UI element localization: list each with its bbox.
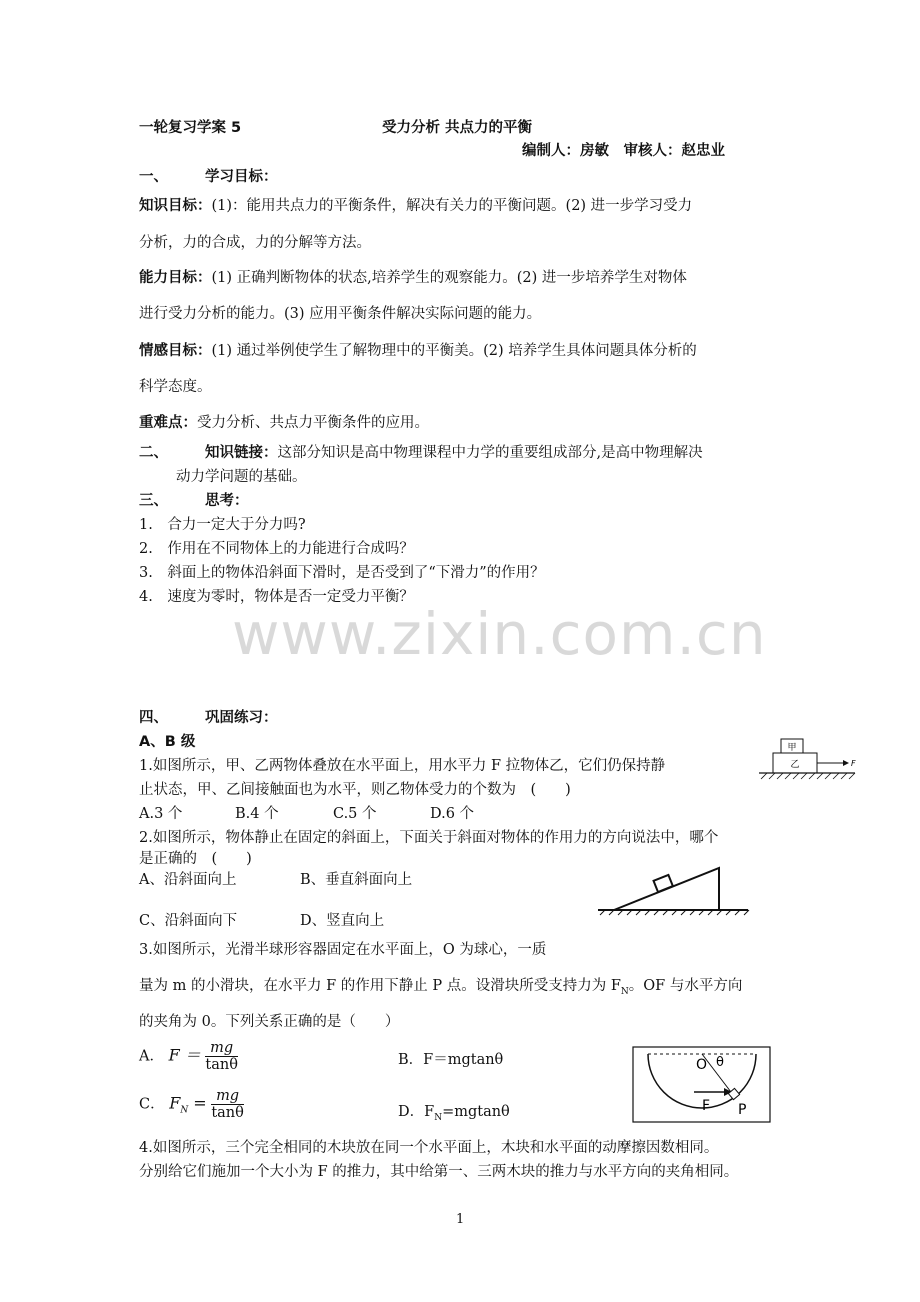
q1-line2: 止状态，甲、乙间接触面也为水平，则乙物体受力的个数为 ( ) (139, 782, 571, 798)
section2-line2: 动力学问题的基础。 (176, 469, 307, 485)
q2-option-b: B、垂直斜面向上 (300, 872, 413, 888)
section2-label: 二、 (139, 445, 168, 461)
section2-title: 知识链接： (205, 445, 278, 461)
think-item-2: 2. 作用在不同物体上的力能进行合成吗？ (139, 541, 414, 557)
key-points: 重难点：受力分析、共点力平衡条件的应用。 (139, 415, 429, 431)
q4-line2: 分别给它们施加一个大小为 F 的推力，其中给第一、三两木块的推力与水平方向的夹角相同。 (139, 1164, 739, 1180)
knowledge-goal-label: 知识目标： (139, 198, 212, 214)
section1-label: 一、 (139, 169, 168, 185)
knowledge-goal-line2: 分析，力的合成，力的分解等方法。 (139, 235, 371, 251)
section1-title: 学习目标： (205, 169, 278, 185)
q3-option-c: C． $F_N$ = $\frac{mg}{\tan\theta}$ (139, 1088, 244, 1121)
q2-option-a: A、沿斜面向上 (139, 872, 237, 888)
q3-option-b: B．F＝mgtanθ (398, 1052, 504, 1068)
level-label: A、B 级 (139, 734, 196, 750)
q3-option-c-fraction: $\frac{mg}{\tan\theta}$ (211, 1088, 244, 1121)
q2-line2: 是正确的 ( ) (139, 851, 252, 867)
q3-option-a: A． F ＝ $\frac{mg}{\tan\theta}$ (139, 1040, 238, 1073)
think-item-3: 3. 斜面上的物体沿斜面下滑时，是否受到了“下滑力”的作用？ (139, 565, 545, 581)
section3-label: 三、 (139, 493, 168, 509)
q1-block-bottom-label: 乙 (790, 760, 800, 770)
q1-option-a: A.3 个 (139, 806, 183, 822)
emotion-goal-line1: 情感目标：(1) 通过举例使学生了解物理中的平衡美。(2) 培养学生具体问题具体分析的 (139, 343, 697, 359)
q3-angle-label: θ (716, 1055, 724, 1070)
q1-option-c: C.5 个 (333, 806, 377, 822)
q4-line1: 4.如图所示，三个完全相同的木块放在同一个水平面上，木块和水平面的动摩擦因数相同。 (139, 1140, 719, 1156)
q3-figure (632, 1046, 772, 1124)
ability-goal-line2: 进行受力分析的能力。(3) 应用平衡条件解决实际问题的能力。 (139, 306, 542, 322)
q1-force-label: F (851, 759, 856, 768)
q3-line3: 的夹角为 0。下列关系正确的是（ ） (139, 1014, 400, 1030)
watermark: www.zixin.com.cn (232, 600, 767, 668)
q1-block-top-label: 甲 (787, 743, 797, 753)
q2-option-c: C、沿斜面向下 (139, 913, 238, 929)
ability-goal-line1: 能力目标：(1) 正确判断物体的状态,培养学生的观察能力。(2) 进一步培养学生对物体 (139, 270, 687, 286)
think-item-4: 4. 速度为零时，物体是否一定受力平衡？ (139, 589, 414, 605)
q1-figure (755, 735, 860, 787)
q3-center-label: O (696, 1057, 708, 1073)
q2-line1: 2.如图所示，物体静止在固定的斜面上，下面关于斜面对物体的作用力的方向说法中，哪个 (139, 830, 719, 846)
knowledge-goal-line1: 知识目标：(1)：能用共点力的平衡条件，解决有关力的平衡问题。(2) 进一步学习受力 (139, 198, 693, 214)
emotion-goal-label: 情感目标： (139, 343, 212, 359)
q1-option-d: D.6 个 (430, 806, 475, 822)
think-item-1: 1. 合力一定大于分力吗? (139, 517, 306, 533)
q3-force-label: F (702, 1098, 711, 1114)
section4-label: 四、 (139, 710, 168, 726)
q3-point-label: P (738, 1102, 747, 1118)
q2-option-d: D、竖直向上 (300, 913, 385, 929)
q1-ground-hatch (761, 773, 855, 779)
q3-option-d: D．$F_N=mgtan\theta$ (398, 1104, 510, 1123)
q2-figure (596, 858, 752, 916)
q3-line1: 3.如图所示，光滑半球形容器固定在水平面上，O 为球心，一质 (139, 942, 547, 958)
header-title-center: 受力分析 共点力的平衡 (382, 120, 533, 136)
emotion-goal-line2: 科学态度。 (139, 379, 212, 395)
q1-option-b: B.4 个 (235, 806, 279, 822)
ability-goal-label: 能力目标： (139, 270, 212, 286)
q3-option-a-fraction: $\frac{mg}{\tan\theta}$ (205, 1040, 238, 1073)
key-points-label: 重难点： (139, 415, 197, 431)
editor-line: 编制人：房敏 审核人：赵忠业 (522, 143, 725, 159)
q1-line1: 1.如图所示，甲、乙两物体叠放在水平面上，用水平力 F 拉物体乙，它们仍保持静 (139, 758, 666, 774)
section2-line1: 知识链接：这部分知识是高中物理课程中力学的重要组成部分,是高中物理解决 (205, 445, 703, 461)
q3-line2: 量为 m 的小滑块，在水平力 F 的作用下静止 P 点。设滑块所受支持力为 $F_N$。OF 与水平方向 (139, 978, 743, 997)
section3-title: 思考： (205, 493, 249, 509)
section4-title: 巩固练习： (205, 710, 278, 726)
page-number: 1 (456, 1212, 465, 1227)
header-title-left: 一轮复习学案 5 (139, 120, 242, 136)
